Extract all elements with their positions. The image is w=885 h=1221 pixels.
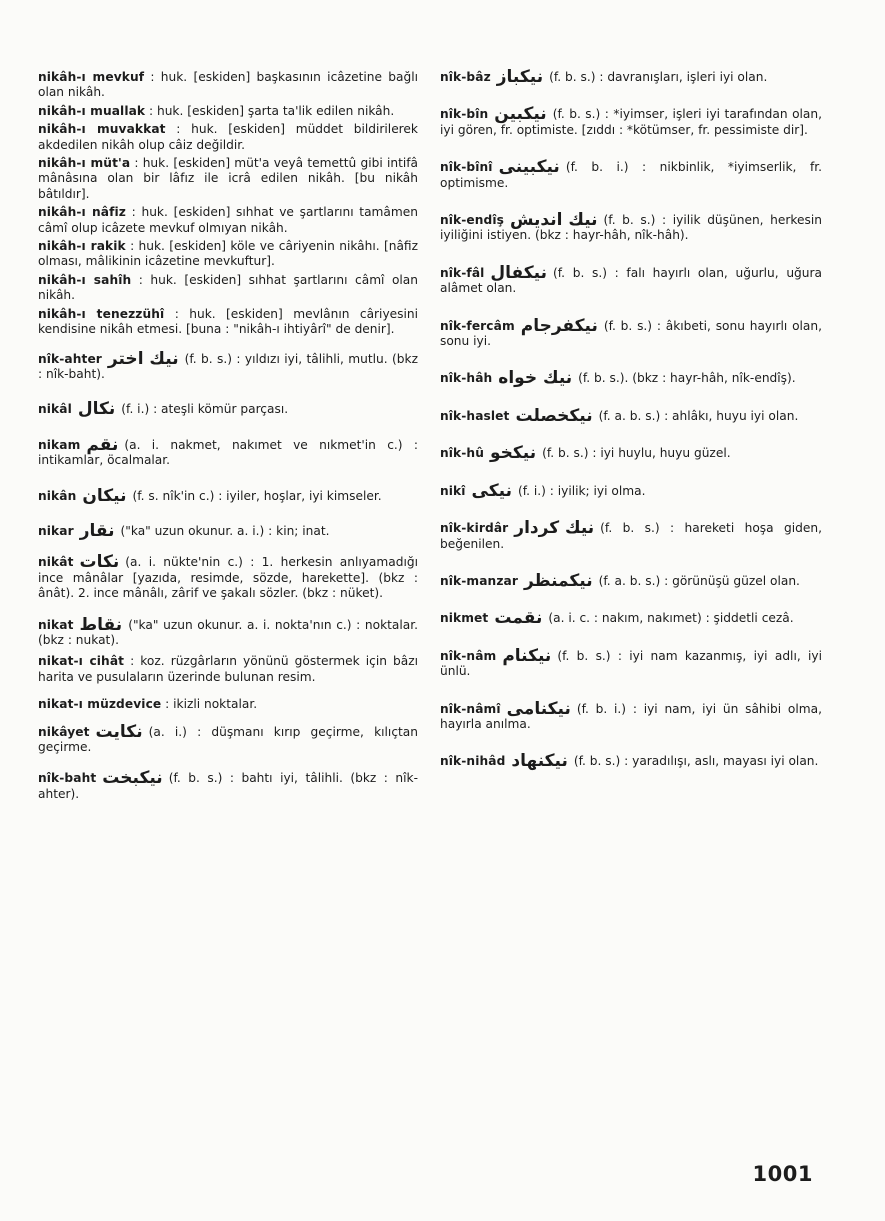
entry-definition: (f. b. s.). (bkz : hayr-hâh, nîk-endîş).: [578, 371, 796, 386]
entry-headword: nikar: [38, 523, 74, 538]
entry-definition: (f. b. s.) : davranışları, işleri iyi olan.: [549, 70, 768, 84]
entry-definition: ("ka" uzun okunur. a. i.) : kin; inat.: [120, 523, 330, 538]
entry-definition: (f. b. s.) : iyilik düşünen, herkesin iyiliğini istiyen. (bkz : hayr-hâh, nîk-hâh).: [440, 213, 826, 243]
right-column: [440, 67, 826, 772]
entry-definition: : huk. [eskiden] sıhhat ve şartlarını tamâmen câmî olup icâzete mevkuf olmıyan nikâh.: [38, 205, 422, 235]
entry-arabic-script: نیكنامی: [506, 698, 571, 719]
dictionary-entry: [38, 156, 422, 202]
dictionary-entry: [38, 348, 422, 383]
entry-arabic-script: نیكبینی: [498, 157, 560, 178]
dictionary-entry: [440, 262, 826, 297]
dictionary-entry: [38, 104, 418, 119]
dictionary-entry: [38, 697, 418, 712]
entry-arabic-script: نیكنام: [502, 645, 552, 666]
entry-definition: (a. i. nakmet, nakımet ve nıkmet'in c.) : intikamlar, öcalmalar.: [38, 437, 422, 468]
entry-definition: (f. b. s.) : bahtı iyi, tâlihli. (bkz : nîk-ahter).: [38, 771, 418, 801]
entry-headword: nikam: [38, 437, 81, 452]
entry-arabic-script: نیك خواه: [498, 368, 573, 389]
entry-definition: (f. b. s.) : âkıbeti, sonu hayırlı olan, sonu iyi.: [440, 318, 826, 349]
dictionary-entry: [440, 608, 822, 629]
entry-arabic-script: نیك اندیش: [510, 210, 598, 231]
entry-arabic-script: نقمت: [494, 608, 543, 629]
entry-headword: nikâh-ı muallak: [38, 103, 146, 118]
entry-definition: : koz. rüzgârların yönünü göstermek için bâzı harita ve pusulaların üzerinde bulunan resim.: [38, 654, 422, 684]
entry-definition: : huk. [eskiden] köle ve câriyenin nikâhı. [nâfiz olması, mâlikinin icâzetine mevkuftur].: [38, 239, 422, 269]
entry-definition: : ikizli noktalar.: [161, 697, 258, 712]
dictionary-entry: [440, 751, 822, 772]
entry-arabic-script: نیكمنظر: [523, 570, 593, 591]
entry-arabic-script: نیكبخت: [102, 768, 163, 789]
dictionary-entry: [38, 306, 422, 338]
entry-arabic-script: نیك كردار: [514, 518, 595, 539]
entry-headword: nîk-bînî: [440, 160, 493, 175]
entry-arabic-script: نكال: [77, 399, 116, 420]
dictionary-entry: [38, 205, 422, 236]
dictionary-entry: [38, 520, 418, 541]
dictionary-entry: [38, 721, 422, 756]
entry-headword: nîk-manzar: [440, 573, 518, 588]
entry-headword: nikân: [38, 488, 77, 503]
entry-definition: : huk. [eskiden] müddet bildirilerek akdedilen nikâh olup câiz değildir.: [38, 122, 422, 152]
entry-definition: : huk. [eskiden] başkasının icâzetine bağlı olan nikâh.: [38, 70, 422, 100]
dictionary-entry: [440, 67, 822, 87]
entry-headword: nikmet: [440, 611, 489, 626]
dictionary-entry: [440, 315, 826, 350]
entry-headword: nikâh-ı sahîh: [38, 272, 132, 287]
entry-headword: nikâh-ı mevkuf: [38, 70, 145, 84]
entry-headword: nikâh-ı nâfiz: [38, 205, 126, 220]
dictionary-entry: [440, 405, 822, 426]
entry-headword: nîk-nihâd: [440, 754, 506, 769]
page-number: 1001: [752, 1162, 813, 1186]
entry-definition: ("ka" uzun okunur. a. i. nokta'nın c.) : noktalar. (bkz : nukat).: [38, 617, 422, 647]
entry-headword: nîk-fercâm: [440, 318, 515, 333]
entry-headword: nikat-ı müzdevice: [38, 697, 162, 712]
entry-headword: nîk-baht: [38, 771, 97, 786]
entry-arabic-script: نكات: [79, 552, 120, 573]
entry-definition: (f. b. s.) : hareketi hoşa giden, beğenilen.: [440, 521, 826, 551]
entry-definition: (a. i. nükte'nin c.) : 1. herkesin anlıyamadığı ince mânâlar [yazıda, resimde, sözde, harekette]. (bkz : ânât). 2. ince mânâlı, zârif ve şakalı sözler. (bkz : nüket).: [38, 555, 422, 601]
entry-definition: (f. s. nîk'in c.) : iyiler, hoşlar, iyi kimseler.: [132, 488, 382, 503]
entry-arabic-script: نقم: [86, 434, 119, 455]
entry-headword: nîk-kirdâr: [440, 521, 509, 536]
entry-definition: (f. b. s.) : iyi huylu, huyu güzel.: [542, 446, 731, 461]
entry-definition: (a. i. c. : nakım, nakımet) : şiddetli cezâ.: [548, 611, 794, 626]
dictionary-entry: [440, 518, 826, 552]
entry-arabic-script: نقاط: [79, 614, 123, 635]
dictionary-entry: [440, 368, 822, 389]
entry-headword: nîk-bâz: [440, 70, 491, 84]
entry-headword: nikâh-ı tenezzühî: [38, 306, 165, 321]
entry-arabic-script: نكایت: [95, 721, 143, 742]
entry-headword: nikî: [440, 483, 466, 498]
dictionary-entry: [38, 122, 422, 153]
dictionary-entry: [440, 157, 826, 191]
entry-headword: nîk-nâm: [440, 648, 497, 663]
dictionary-entry: [38, 239, 422, 270]
entry-arabic-script: نقار: [79, 520, 115, 541]
entry-arabic-script: نیكفرجام: [520, 315, 598, 336]
entry-headword: nîk-haslet: [440, 408, 510, 423]
dictionary-entry: [440, 104, 826, 138]
dictionary-entry: [440, 645, 826, 680]
entry-headword: nîk-hû: [440, 446, 484, 461]
dictionary-entry: [38, 434, 422, 469]
entry-headword: nîk-hâh: [440, 371, 493, 386]
entry-definition: (f. b. s.) : iyi nam kazanmış, iyi adlı, iyi ünlü.: [440, 648, 826, 679]
entry-definition: : huk. [eskiden] müt'a veyâ temettû gibi intifâ mânâsına olan bir lâfız ile icrâ edilen nikâh. [bu nikâh bâtıldır].: [38, 156, 422, 201]
dictionary-entry: [38, 552, 422, 601]
entry-definition: : huk. [eskiden] sıhhat şartlarını câmî olan nikâh.: [38, 272, 422, 303]
entry-definition: (f. b. s.) : falı hayırlı olan, uğurlu, uğura alâmet olan.: [440, 265, 826, 296]
entry-arabic-script: نیكخو: [489, 443, 537, 464]
entry-definition: (f. b. i.) : iyi nam, iyi ün sâhibi olma, hayırla anılma.: [440, 701, 826, 731]
entry-definition: (f. b. s.) : yaradılışı, aslı, mayası iyi olan.: [573, 754, 819, 769]
dictionary-entry: [440, 480, 822, 501]
dictionary-entry: [440, 570, 822, 591]
entry-definition: : huk. [eskiden] şarta ta'lik edilen nikâh.: [145, 103, 395, 118]
dictionary-entry: [440, 210, 826, 244]
entry-definition: (f. b. i.) : nikbinlik, *iyimserlik, fr. optimisme.: [440, 160, 826, 190]
dictionary-entry: [38, 399, 418, 420]
entry-headword: nikat: [38, 617, 74, 632]
left-column: [38, 70, 422, 802]
entry-headword: nikâh-ı rakik: [38, 239, 126, 254]
entry-definition: (f. a. b. s.) : ahlâkı, huyu iyi olan.: [598, 408, 799, 423]
entry-definition: (a. i.) : düşmanı kırıp geçirme, kılıçtan geçirme.: [38, 724, 422, 754]
entry-definition: (f. b. s.) : *iyimser, işleri iyi tarafından olan, iyi gören, fr. optimiste. [zıddı : *kötümser, fr. pessimiste dir].: [440, 107, 826, 137]
entry-headword: nikâyet: [38, 724, 90, 739]
dictionary-entry: [38, 70, 422, 101]
entry-headword: nikâh-ı muvakkat: [38, 122, 166, 137]
entry-definition: (f. i.) : ateşli kömür parçası.: [121, 402, 289, 417]
dictionary-entry: [38, 768, 418, 802]
entry-arabic-script: نیكان: [82, 485, 127, 506]
dictionary-entry: [38, 272, 422, 304]
entry-arabic-script: نیكنهاد: [511, 751, 568, 772]
dictionary-entry: [38, 614, 422, 649]
dictionary-entry: [38, 485, 418, 506]
entry-definition: : huk. [eskiden] mevlânın câriyesini kendisine nikâh etmesi. [buna : "nikâh-ı ihtiyârî" de denir].: [38, 306, 422, 337]
entry-headword: nîk-endîş: [440, 213, 505, 228]
entry-headword: nikât: [38, 555, 74, 570]
entry-headword: nîk-ahter: [38, 351, 102, 366]
entry-arabic-script: نیكبین: [494, 104, 547, 125]
entry-arabic-script: نیك اختر: [107, 348, 179, 369]
entry-arabic-script: نیكباز: [496, 67, 544, 87]
entry-headword: nikâh-ı müt'a: [38, 156, 131, 171]
entry-arabic-script: نیكفال: [490, 262, 547, 283]
entry-headword: nîk-fâl: [440, 265, 485, 280]
entry-definition: (f. b. s.) : yıldızı iyi, tâlihli, mutlu. (bkz : nîk-baht).: [38, 351, 422, 381]
entry-definition: (f. a. b. s.) : görünüşü güzel olan.: [598, 573, 800, 588]
entry-headword: nikâl: [38, 402, 72, 417]
entry-definition: (f. i.) : iyilik; iyi olma.: [517, 483, 646, 498]
entry-headword: nîk-nâmî: [440, 701, 501, 716]
entry-arabic-script: نیكخصلت: [515, 405, 593, 426]
dictionary-entry: [440, 698, 826, 733]
dictionary-entry: [440, 443, 822, 464]
entry-arabic-script: نیكی: [471, 480, 512, 501]
dictionary-entry: [38, 654, 422, 685]
entry-headword: nîk-bîn: [440, 107, 489, 122]
entry-headword: nikat-ı cihât: [38, 654, 125, 669]
